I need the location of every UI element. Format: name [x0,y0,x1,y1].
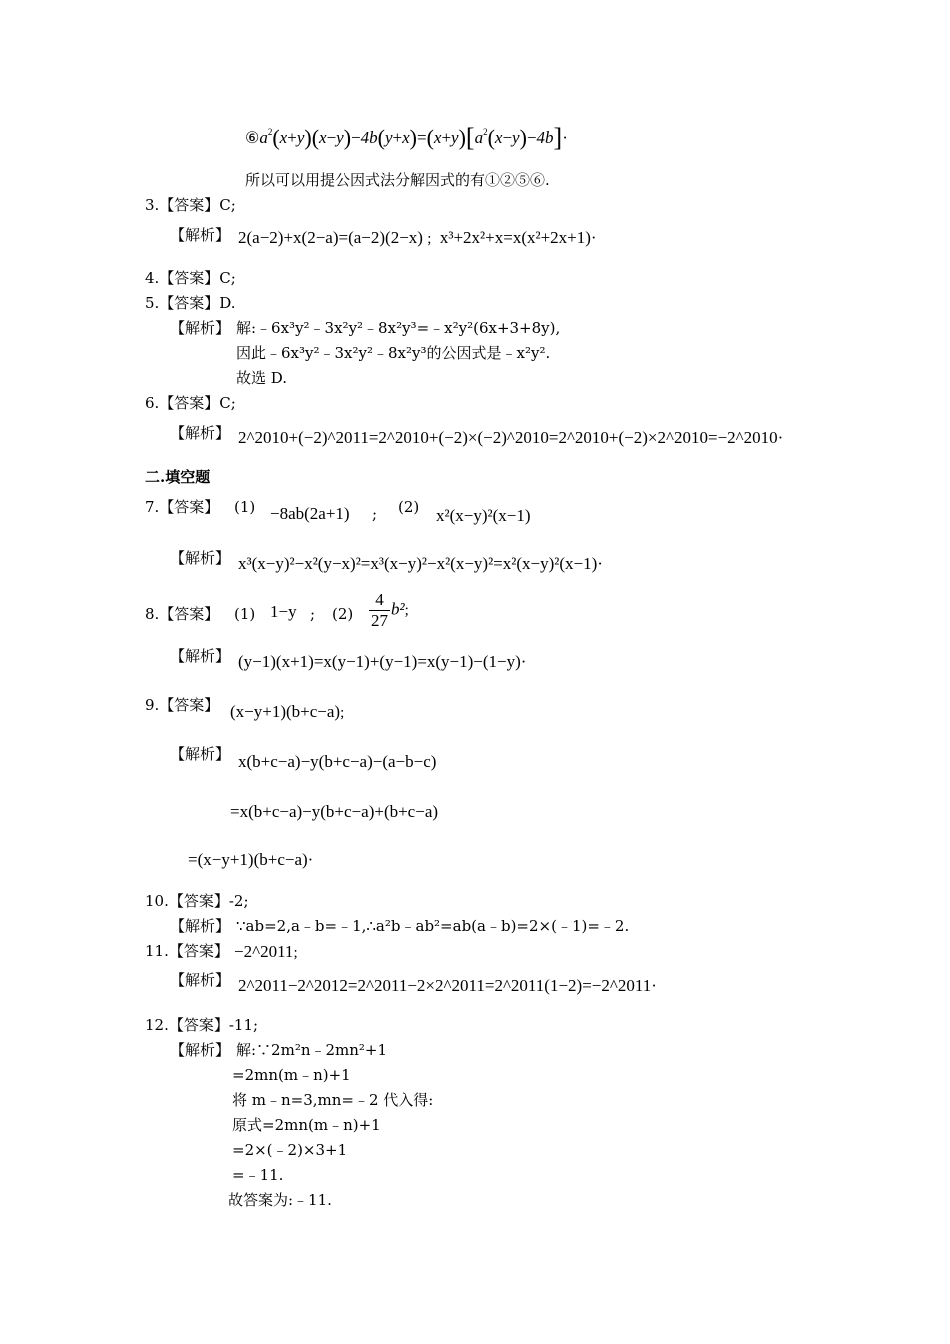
q7-analysis-tag: 【解析】 [170,549,231,567]
q8-part2-label: (2) [332,605,354,623]
q5-line1: 解:﹣6x³y²﹣3x²y²﹣8x²y³=﹣x²y²(6x+3+8y), [236,319,561,337]
q6-answer: 6.【答案】C; [145,394,236,412]
item6-equation: $⑥a^2(x+y)(x-y)-4b(y+x)=(x+y)[a^2(x-y)-4b]\cdot$ [245,123,568,152]
q10-answer: 10.【答案】-2; [145,892,249,910]
item6-label: ⑥ [245,130,260,147]
q10-analysis-tag: 【解析】 [170,917,231,935]
q12-answer: 12.【答案】-11; [145,1016,259,1034]
q6-expression: 2^2010+(−2)^2011=2^2010+(−2)×(−2)^2010=2^2010+(−2)×2^2010=−2^2010· [238,428,784,447]
summary-text: 所以可以用提公因式法分解因式的有①②⑤⑥. [245,171,550,189]
q7-answer-tag: 7.【答案】 [145,498,220,516]
q12-line5: =2×(﹣2)×3+1 [232,1141,348,1159]
q9-step2: =x(b+c−a)−y(b+c−a)+(b+c−a) [230,802,439,821]
q7-part1-label: (1) [234,498,256,516]
q7-answer2: x²(x−y)²(x−1) [436,506,531,525]
q8-answer2: $\frac{4}{27}$ b²; [371,590,409,630]
q3-expression: 2(a−2)+x(2−a)=(a−2)(2−x) ; x³+2x²+x=x(x²+2x+1)· [238,228,597,247]
q8-sep1: ; [310,605,316,623]
q12-line7: 故答案为:﹣11. [228,1191,332,1209]
q8-analysis-tag: 【解析】 [170,647,231,665]
q9-step3: =(x−y+1)(b+c−a)· [188,850,314,869]
q5-answer: 5.【答案】D. [145,294,236,312]
q7-answer1: −8ab(2a+1) [270,504,350,523]
q12-line1: 解:∵2m²n﹣2mn²+1 [236,1041,388,1059]
q9-answer: (x−y+1)(b+c−a); [230,702,345,721]
q5-analysis-tag: 【解析】 [170,319,231,337]
q12-line2: =2mn(m﹣n)+1 [232,1066,351,1084]
q12-line4: 原式=2mn(m﹣n)+1 [232,1116,381,1134]
q10-text: ∵ab=2,a﹣b=﹣1,∴a²b﹣ab²=ab(a﹣b)=2×(﹣1)=﹣2. [236,917,630,935]
q8-expression: (y−1)(x+1)=x(y−1)+(y−1)=x(y−1)−(1−y)· [238,652,527,671]
q12-analysis-tag: 【解析】 [170,1041,231,1059]
q9-answer-tag: 9.【答案】 [145,696,220,714]
q3-analysis-tag: 【解析】 [170,226,231,244]
q8-fraction: $\frac{4}{27}$ [371,590,388,630]
section-heading: 二.填空题 [145,468,211,486]
q9-step1: x(b+c−a)−y(b+c−a)−(a−b−c) [238,752,437,771]
q11-answer-tag: 11.【答案】 [145,942,229,960]
q11-expression: 2^2011−2^2012=2^2011−2×2^2011=2^2011(1−2)=−2^2011· [238,976,657,995]
q8-part1-label: (1) [234,605,256,623]
q6-analysis-tag: 【解析】 [170,424,231,442]
q11-answer: −2^2011; [234,942,298,961]
q12-line3: 将 m﹣n=3,mn=﹣2 代入得: [232,1091,434,1109]
q3-answer: 3.【答案】C; [145,196,236,214]
q9-analysis-tag: 【解析】 [170,745,231,763]
q8-answer-tag: 8.【答案】 [145,605,220,623]
q7-part2-label: (2) [398,498,420,516]
q5-line2: 因此﹣6x³y²﹣3x²y²﹣8x²y³的公因式是﹣x²y². [236,344,551,362]
q12-line6: =﹣11. [232,1166,284,1184]
q5-line3: 故选 D. [236,369,288,387]
q4-answer: 4.【答案】C; [145,269,236,287]
q7-sep: ; [372,505,378,523]
q7-expression: x³(x−y)²−x²(y−x)²=x³(x−y)²−x²(x−y)²=x²(x−y)²(x−1)· [238,554,603,573]
q8-answer1: 1−y [270,602,297,621]
q11-analysis-tag: 【解析】 [170,971,231,989]
